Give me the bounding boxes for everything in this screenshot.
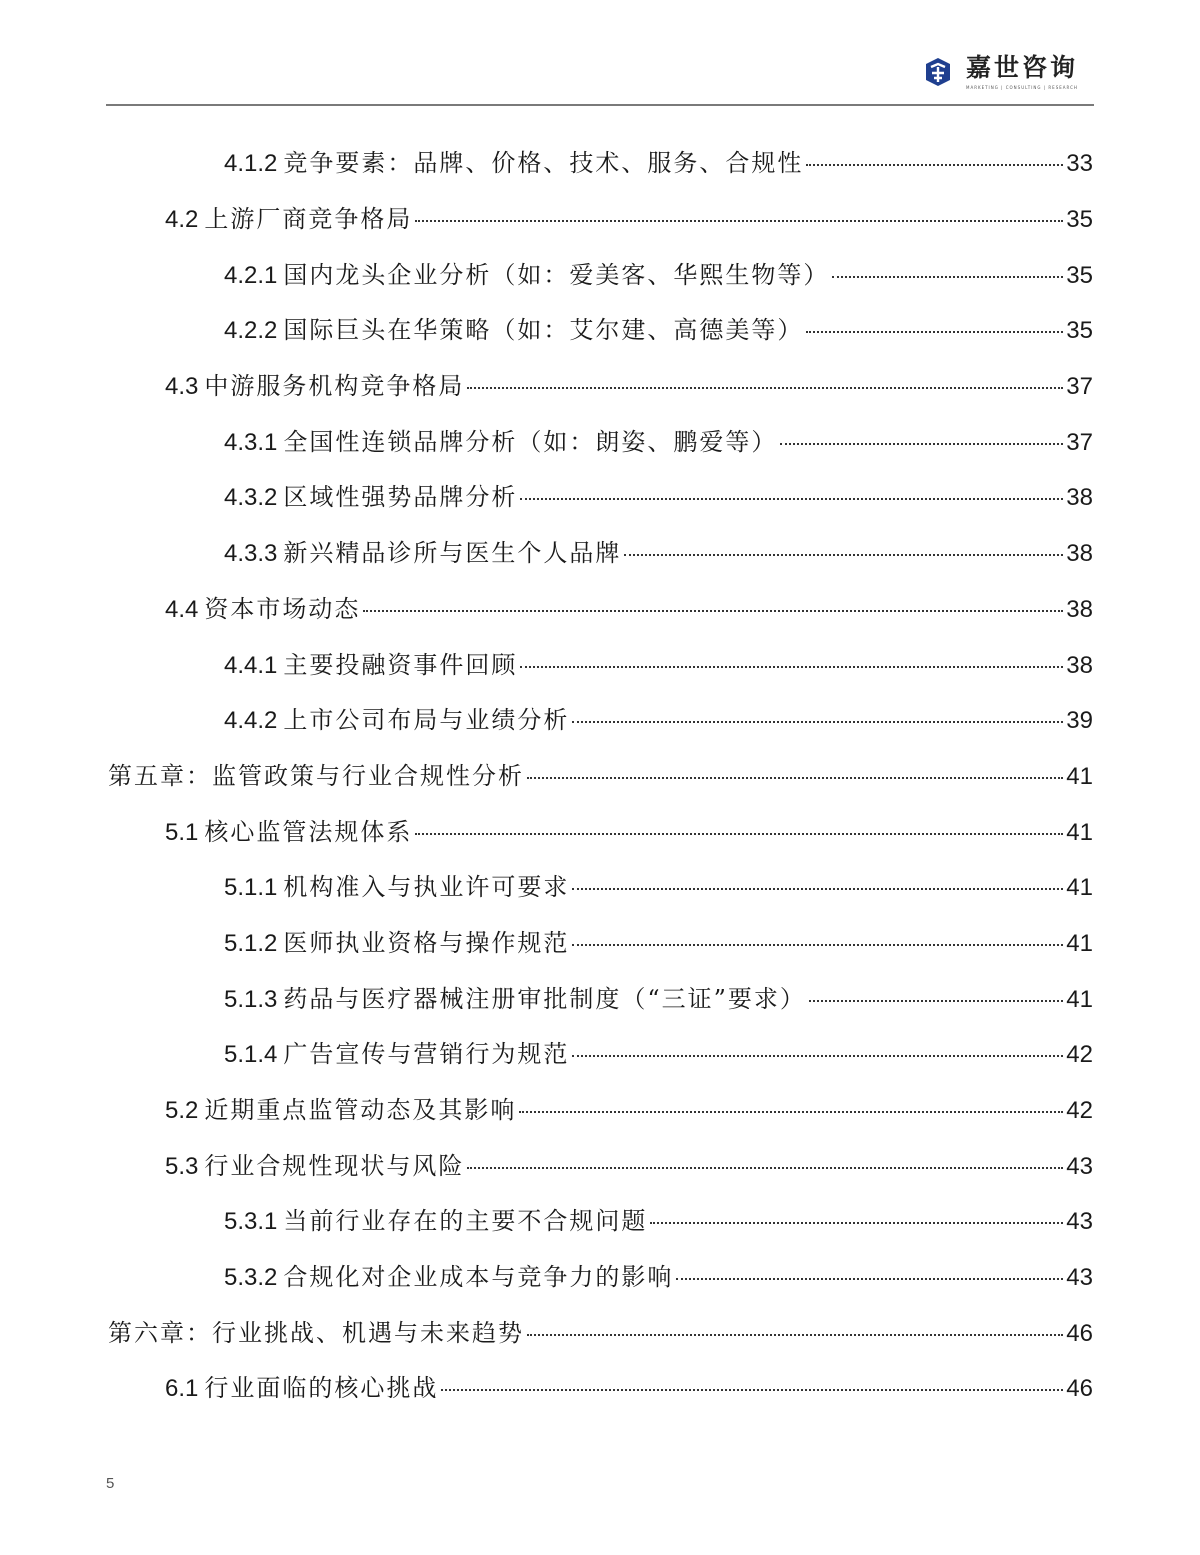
toc-entry-page[interactable]: 35 — [1066, 261, 1093, 289]
dot-leader — [806, 164, 1063, 166]
dot-leader — [519, 1111, 1063, 1113]
dot-leader — [832, 276, 1063, 278]
toc-entry[interactable] — [0, 801, 1200, 857]
dot-leader — [363, 610, 1063, 612]
toc-entry-number: 4.1.2 — [224, 150, 278, 178]
toc-entry-title[interactable] — [224, 645, 517, 680]
dot-leader — [676, 1278, 1063, 1280]
toc-entry-text: 上市公司布局与业绩分析 — [283, 706, 570, 735]
dot-leader — [572, 721, 1063, 723]
toc-entry[interactable] — [0, 523, 1200, 579]
toc-entry-number: 5.1.4 — [224, 1041, 278, 1069]
toc-entry[interactable] — [0, 857, 1200, 913]
toc-entry-number: 5.3.2 — [224, 1264, 278, 1292]
toc-entry-page[interactable]: 38 — [1066, 540, 1093, 568]
toc-entry-title[interactable] — [224, 422, 777, 457]
toc-entry[interactable] — [0, 1302, 1200, 1358]
dot-leader — [624, 554, 1063, 556]
toc-entry-text: 资本市场动态 — [204, 594, 361, 623]
toc-entry-page[interactable]: 37 — [1066, 373, 1093, 401]
toc-entry-text: 行业面临的核心挑战 — [204, 1374, 439, 1403]
dot-leader — [572, 888, 1063, 890]
toc-entry[interactable] — [0, 634, 1200, 690]
toc-entry-title[interactable] — [165, 1146, 464, 1181]
toc-entry-text: 全国性连锁品牌分析（如：朗姿、鹏爱等） — [283, 427, 778, 456]
toc-entry-title[interactable] — [224, 867, 569, 902]
toc-entry-page[interactable]: 38 — [1066, 595, 1093, 623]
toc-entry-number: 4.3.3 — [224, 540, 278, 568]
toc-entry-text: 上游厂商竞争格局 — [204, 205, 413, 234]
toc-entry[interactable] — [0, 968, 1200, 1024]
toc-entry-title[interactable] — [224, 533, 621, 568]
toc-entry-number: 5.1.1 — [224, 874, 278, 902]
dot-leader — [467, 1167, 1063, 1169]
toc-entry-text: 国际巨头在华策略（如：艾尔建、高德美等） — [283, 316, 804, 345]
toc-entry-page[interactable]: 41 — [1066, 985, 1093, 1013]
toc-entry-page[interactable]: 42 — [1066, 1097, 1093, 1125]
toc-entry[interactable] — [0, 133, 1200, 189]
toc-entry-number: 4.4.1 — [224, 651, 278, 679]
toc-entry[interactable] — [0, 913, 1200, 969]
toc-entry-page[interactable]: 35 — [1066, 317, 1093, 345]
toc-entry[interactable] — [0, 1080, 1200, 1136]
toc-entry-page[interactable]: 33 — [1066, 150, 1093, 178]
toc-entry[interactable] — [0, 1024, 1200, 1080]
logo-mark-icon — [920, 54, 956, 90]
toc-entry[interactable] — [0, 300, 1200, 356]
toc-entry-page[interactable]: 38 — [1066, 484, 1093, 512]
dot-leader — [415, 833, 1063, 835]
toc-entry-text: 当前行业存在的主要不合规问题 — [283, 1207, 648, 1236]
company-logo — [920, 54, 1078, 90]
dot-leader — [806, 331, 1063, 333]
toc-entry-page[interactable]: 39 — [1066, 707, 1093, 735]
header-divider — [106, 104, 1094, 106]
toc-entry-title[interactable] — [224, 477, 517, 512]
toc-entry-page[interactable]: 41 — [1066, 874, 1093, 902]
toc-entry-text: 主要投融资事件回顾 — [283, 650, 518, 679]
toc-entry-title[interactable] — [224, 1034, 569, 1069]
toc-entry-number: 5.1 — [165, 818, 199, 846]
toc-entry-title[interactable] — [224, 255, 829, 290]
toc-entry-text: 近期重点监管动态及其影响 — [204, 1096, 517, 1125]
toc-entry-title[interactable] — [224, 979, 806, 1014]
toc-entry-page[interactable]: 46 — [1066, 1375, 1093, 1403]
dot-leader — [650, 1222, 1063, 1224]
toc-entry-number: 5.2 — [165, 1097, 199, 1125]
toc-entry-page[interactable]: 46 — [1066, 1319, 1093, 1347]
toc-entry-text: 机构准入与执业许可要求 — [283, 873, 570, 902]
dot-leader — [527, 777, 1063, 779]
toc-entry[interactable] — [0, 356, 1200, 412]
logo-subtitle: MARKETING | CONSULTING | RESEARCH — [966, 85, 1078, 90]
toc-entry-page[interactable]: 43 — [1066, 1152, 1093, 1180]
toc-entry-title[interactable] — [224, 1201, 647, 1236]
toc-entry[interactable] — [0, 189, 1200, 245]
toc-entry-text: 国内龙头企业分析（如：爱美客、华熙生物等） — [283, 260, 830, 289]
toc-entry-title[interactable] — [224, 310, 803, 345]
toc-entry-title[interactable] — [108, 1313, 524, 1348]
dot-leader — [467, 387, 1063, 389]
toc-entry[interactable] — [0, 1247, 1200, 1303]
toc-entry-text: 竞争要素：品牌、价格、技术、服务、合规性 — [283, 149, 804, 178]
toc-entry[interactable] — [0, 1191, 1200, 1247]
toc-entry-page[interactable]: 43 — [1066, 1264, 1093, 1292]
toc-entry[interactable] — [0, 1358, 1200, 1414]
toc-entry-page[interactable]: 41 — [1066, 929, 1093, 957]
toc-entry-text: 核心监管法规体系 — [204, 817, 413, 846]
toc-entry-text: 行业合规性现状与风险 — [204, 1151, 465, 1180]
dot-leader — [527, 1334, 1063, 1336]
toc-entry-title[interactable] — [224, 700, 569, 735]
dot-leader — [441, 1389, 1063, 1391]
toc-entry-number: 4.4.2 — [224, 707, 278, 735]
logo-name: 嘉世咨询 — [966, 53, 1079, 82]
toc-entry-page[interactable]: 41 — [1066, 818, 1093, 846]
toc-entry-number: 5.3.1 — [224, 1208, 278, 1236]
toc-entry-number: 5.3 — [165, 1152, 199, 1180]
toc-entry-title[interactable] — [224, 143, 803, 178]
toc-entry-text: 第五章：监管政策与行业合规性分析 — [108, 761, 524, 790]
table-of-contents — [0, 133, 1200, 1414]
toc-entry-number: 5.1.2 — [224, 929, 278, 957]
dot-leader — [572, 944, 1063, 946]
toc-entry-number: 4.4 — [165, 595, 199, 623]
toc-entry-number: 4.3.2 — [224, 484, 278, 512]
toc-entry-text: 广告宣传与营销行为规范 — [283, 1040, 570, 1069]
toc-entry[interactable] — [0, 1135, 1200, 1191]
toc-entry-text: 新兴精品诊所与医生个人品牌 — [283, 539, 622, 568]
toc-entry-title[interactable] — [165, 589, 360, 624]
toc-entry-number: 5.1.3 — [224, 985, 278, 1013]
toc-entry[interactable] — [0, 244, 1200, 300]
toc-entry-title[interactable] — [108, 756, 524, 791]
toc-entry-number: 4.3.1 — [224, 428, 278, 456]
toc-entry-title[interactable] — [165, 366, 464, 401]
toc-entry-number: 4.2.2 — [224, 317, 278, 345]
toc-entry-page[interactable]: 37 — [1066, 428, 1093, 456]
toc-entry-number: 4.3 — [165, 373, 199, 401]
dot-leader — [520, 498, 1063, 500]
dot-leader — [520, 666, 1063, 668]
toc-entry-title[interactable] — [165, 199, 412, 234]
toc-entry[interactable] — [0, 579, 1200, 635]
dot-leader — [780, 443, 1063, 445]
toc-entry[interactable] — [0, 467, 1200, 523]
toc-entry-text: 合规化对企业成本与竞争力的影响 — [283, 1263, 674, 1292]
toc-entry-text: 区域性强势品牌分析 — [283, 483, 518, 512]
toc-entry-text: 医师执业资格与操作规范 — [283, 928, 570, 957]
toc-entry-title[interactable] — [165, 1368, 438, 1403]
toc-entry-number: 6.1 — [165, 1375, 199, 1403]
toc-entry-page[interactable]: 35 — [1066, 206, 1093, 234]
page-number: 5 — [106, 1475, 115, 1492]
toc-entry-title[interactable] — [224, 1257, 673, 1292]
toc-entry-text: 中游服务机构竞争格局 — [204, 372, 465, 401]
toc-entry-text: 药品与医疗器械注册审批制度（“三证”要求） — [283, 984, 806, 1013]
toc-entry-page[interactable]: 41 — [1066, 762, 1093, 790]
toc-entry-page[interactable]: 38 — [1066, 651, 1093, 679]
toc-entry-text: 第六章：行业挑战、机遇与未来趋势 — [108, 1318, 524, 1347]
toc-entry[interactable] — [0, 411, 1200, 467]
toc-entry-page[interactable]: 42 — [1066, 1041, 1093, 1069]
toc-entry-number: 4.2.1 — [224, 261, 278, 289]
toc-entry[interactable] — [0, 746, 1200, 802]
dot-leader — [809, 1000, 1063, 1002]
toc-entry-title[interactable] — [224, 923, 569, 958]
toc-entry-title[interactable] — [165, 1090, 516, 1125]
dot-leader — [572, 1055, 1063, 1057]
toc-entry-title[interactable] — [165, 812, 412, 847]
toc-entry-number: 4.2 — [165, 206, 199, 234]
toc-entry[interactable] — [0, 690, 1200, 746]
dot-leader — [415, 220, 1063, 222]
toc-entry-page[interactable]: 43 — [1066, 1208, 1093, 1236]
